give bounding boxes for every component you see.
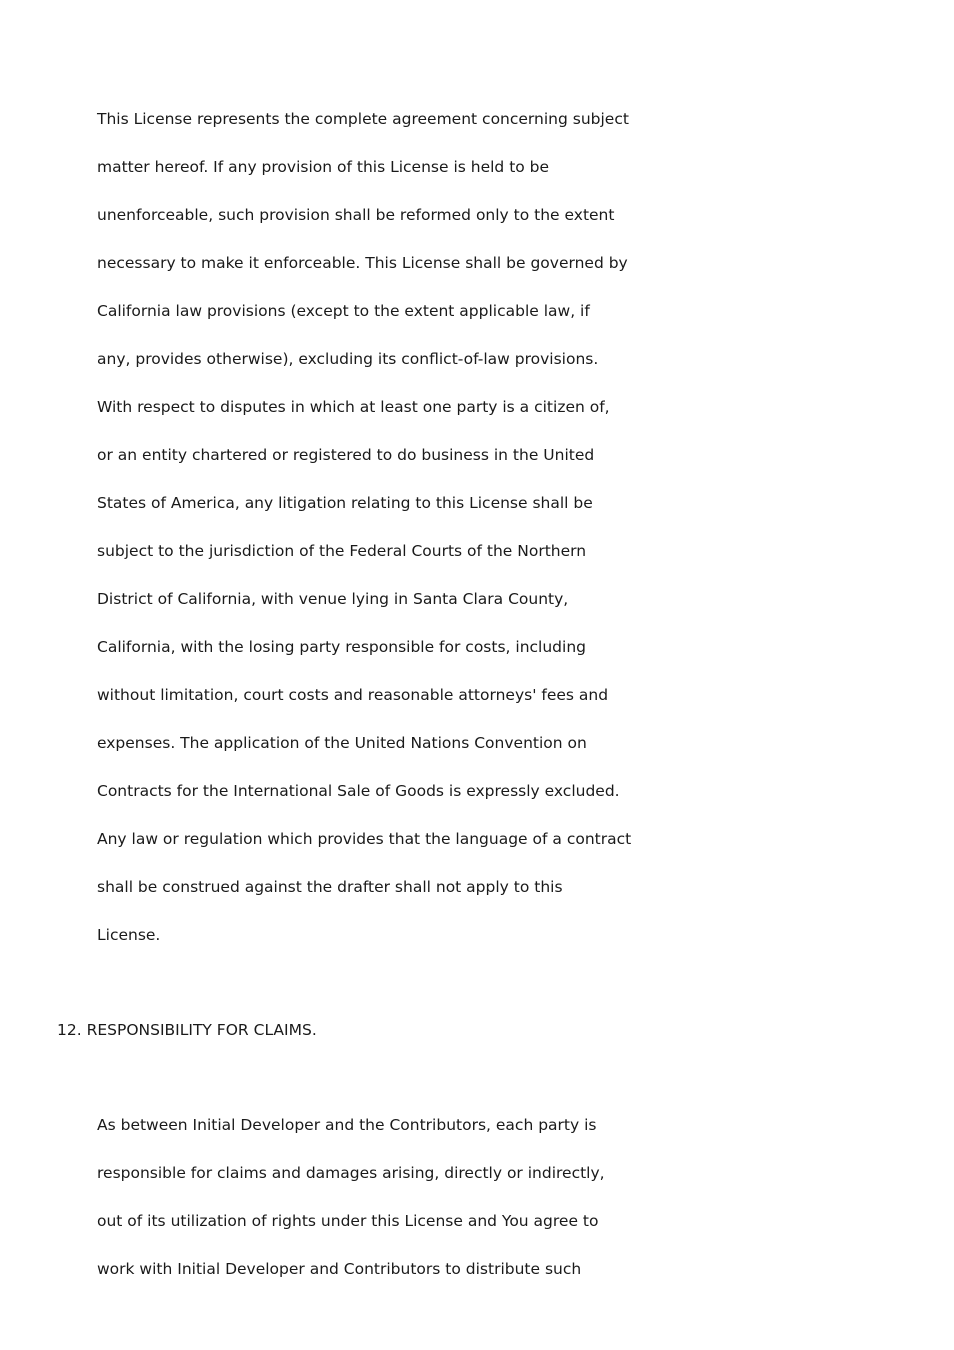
- text-line: any, provides otherwise), excluding its conflict-of-law provisions.: [97, 350, 599, 368]
- text-line: Any law or regulation which provides that the language of a contract: [97, 830, 632, 848]
- text-line: As between Initial Developer and the Contributors, each party is: [97, 1116, 597, 1134]
- text-line: out of its utilization of rights under this License and You agree to: [97, 1212, 599, 1230]
- text-line: California, with the losing party responsible for costs, including: [97, 638, 586, 656]
- section-heading: 12. RESPONSIBILITY FOR CLAIMS.: [57, 1021, 317, 1039]
- text-line: District of California, with venue lying in Santa Clara County,: [97, 590, 569, 608]
- text-line: California law provisions (except to the extent applicable law, if: [97, 302, 590, 320]
- text-line: responsible for claims and damages arising, directly or indirectly,: [97, 1164, 605, 1182]
- text-line: States of America, any litigation relating to this License shall be: [97, 494, 593, 512]
- governing-law-paragraph: [97, 107, 631, 971]
- text-line: matter hereof. If any provision of this License is held to be: [97, 158, 550, 176]
- text-line: expenses. The application of the United Nations Convention on: [97, 734, 587, 752]
- text-line: subject to the jurisdiction of the Federal Courts of the Northern: [97, 542, 587, 560]
- text-line: work with Initial Developer and Contributors to distribute such: [97, 1260, 582, 1278]
- text-line: unenforceable, such provision shall be reformed only to the extent: [97, 206, 615, 224]
- text-line: Contracts for the International Sale of Goods is expressly excluded.: [97, 782, 620, 800]
- responsibility-paragraph: [97, 1113, 605, 1305]
- text-line: This License represents the complete agreement concerning subject: [97, 110, 629, 128]
- text-line: With respect to disputes in which at least one party is a citizen of,: [97, 398, 610, 416]
- text-line: License.: [97, 926, 161, 944]
- text-line: necessary to make it enforceable. This License shall be governed by: [97, 254, 628, 272]
- text-line: or an entity chartered or registered to do business in the United: [97, 446, 595, 464]
- text-line: shall be construed against the drafter shall not apply to this: [97, 878, 563, 896]
- text-line: without limitation, court costs and reasonable attorneys' fees and: [97, 686, 609, 704]
